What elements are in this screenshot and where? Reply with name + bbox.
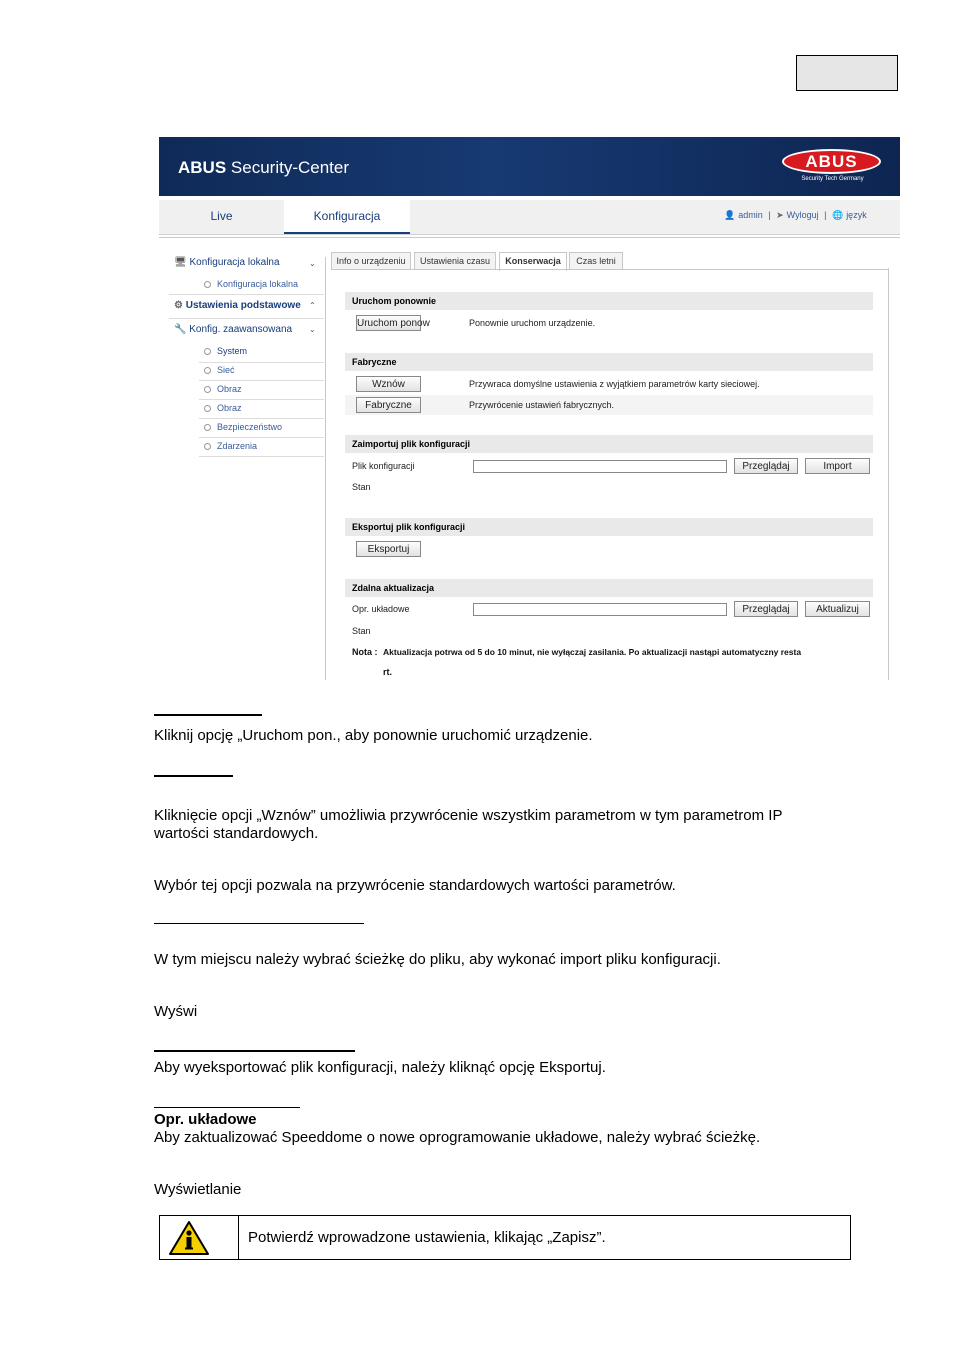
- sidebar-local-config[interactable]: 🖥 Konfiguracja lokalna: [174, 257, 280, 268]
- paragraph: Wybór tej opcji pozwala na przywrócenie standardowych wartości parametrów.: [154, 877, 676, 894]
- tab-maintenance[interactable]: Konserwacja: [499, 252, 567, 271]
- ui-screenshot: [159, 137, 900, 680]
- update-section-title: Zdalna aktualizacja: [345, 579, 873, 597]
- paragraph: Aby zaktualizować Speeddome o nowe oprogramowanie układowe, należy wybrać ścieżkę.: [154, 1129, 761, 1146]
- divider: [159, 237, 900, 238]
- heading-underline: [154, 775, 233, 777]
- monitor-icon: 🖥: [174, 257, 187, 268]
- export-section-title: Eksportuj plik konfiguracji: [345, 518, 873, 536]
- sidebar-local-config-sub[interactable]: Konfiguracja lokalna: [204, 279, 298, 289]
- config-file-label: Plik konfiguracji: [352, 461, 415, 471]
- tab-time-settings[interactable]: Ustawienia czasu: [414, 252, 496, 270]
- factory-default-button[interactable]: Fabryczne: [356, 397, 421, 413]
- firmware-label: Opr. układowe: [352, 604, 410, 614]
- update-button[interactable]: Aktualizuj: [805, 601, 870, 617]
- header-banner: [159, 137, 900, 196]
- divider: [199, 362, 324, 363]
- chevron-down-icon[interactable]: ⌄: [309, 259, 316, 268]
- nav-live-tab[interactable]: Live: [210, 209, 233, 223]
- gear-icon: ⚙: [174, 300, 183, 311]
- divider: [199, 456, 324, 457]
- wrench-icon: 🔧: [174, 324, 187, 335]
- sidebar-basic-settings[interactable]: ⚙ Ustawienia podstawowe: [174, 300, 301, 311]
- config-file-input[interactable]: [473, 460, 727, 473]
- factory-section-title: Fabryczne: [345, 353, 873, 371]
- export-button[interactable]: Eksportuj: [356, 541, 421, 557]
- import-status-label: Stan: [352, 482, 371, 492]
- paragraph: Aby wyeksportować plik konfiguracji, należy kliknąć opcję Eksportuj.: [154, 1059, 606, 1076]
- logout-link[interactable]: Wyloguj: [786, 210, 819, 220]
- paragraph: Wyświ: [154, 1003, 198, 1020]
- browse-button-2[interactable]: Przeglądaj: [734, 601, 798, 617]
- note-text-cont: rt.: [383, 667, 392, 677]
- tab-device-info[interactable]: Info o urządzeniu: [331, 252, 411, 270]
- sidebar-item-system[interactable]: System: [204, 346, 247, 356]
- logout-icon: ➤: [776, 210, 784, 220]
- divider: [888, 268, 889, 680]
- user-name[interactable]: admin: [738, 210, 763, 220]
- sidebar-item-image[interactable]: Obraz: [204, 384, 242, 394]
- tab-dst[interactable]: Czas letni: [569, 252, 623, 270]
- factory-default-desc: Przywrócenie ustawień fabrycznych.: [469, 400, 615, 410]
- paragraph: Kliknij opcję „Uruchom pon., aby ponownie uruchomić urządzenie.: [154, 727, 593, 744]
- globe-icon: 🌐: [831, 210, 844, 220]
- heading-underline: [154, 714, 262, 716]
- paragraph: Kliknięcie opcji „Wznów” umożliwia przywrócenie wszystkim parametrom w tym parametrom IP: [154, 807, 783, 824]
- sidebar-item-network[interactable]: Sieć: [204, 365, 235, 375]
- info-note: [159, 1215, 851, 1260]
- divider: [199, 380, 324, 381]
- heading-underline: [154, 1050, 355, 1052]
- heading-underline: [154, 1107, 300, 1108]
- heading-underline: [154, 923, 364, 924]
- sidebar-advanced-config[interactable]: 🔧 Konfig. zaawansowana: [174, 324, 293, 335]
- paragraph: wartości standardowych.: [154, 825, 319, 842]
- reboot-button[interactable]: Uruchom ponow: [356, 315, 421, 331]
- update-status-label: Stan: [352, 626, 371, 636]
- restore-desc: Przywraca domyślne ustawienia z wyjątkiem parametrów karty sieciowej.: [469, 379, 760, 389]
- note-label: Nota :: [352, 647, 378, 657]
- sidebar-item-security[interactable]: Bezpieczeństwo: [204, 422, 282, 432]
- paragraph: Wyświetlanie: [154, 1181, 242, 1198]
- chevron-down-icon[interactable]: ⌄: [309, 325, 316, 334]
- reboot-desc: Ponownie uruchom urządzenie.: [469, 318, 596, 328]
- subheading: Opr. układowe: [154, 1111, 257, 1128]
- restore-button[interactable]: Wznów: [356, 376, 421, 392]
- divider: [238, 1216, 239, 1259]
- divider: [325, 257, 326, 680]
- import-section-title: Zaimportuj plik konfiguracji: [345, 435, 873, 453]
- chevron-up-icon[interactable]: ⌃: [309, 301, 316, 310]
- note-text: Aktualizacja potrwa od 5 do 10 minut, nie wyłączaj zasilania. Po aktualizacji nastąpi automatyczny resta: [383, 647, 802, 657]
- sidebar-item-image-2[interactable]: Obraz: [204, 403, 242, 413]
- divider: [199, 399, 324, 400]
- divider: [169, 318, 324, 319]
- divider: [331, 269, 889, 270]
- divider: [199, 437, 324, 438]
- firmware-file-input[interactable]: [473, 603, 727, 616]
- divider: [199, 418, 324, 419]
- app-title: ABUS Security-Center: [178, 158, 350, 177]
- sidebar-item-events[interactable]: Zdarzenia: [204, 441, 257, 451]
- divider: [169, 294, 324, 295]
- browse-button[interactable]: Przeglądaj: [734, 458, 798, 474]
- main-nav: [159, 200, 900, 235]
- reboot-section-title: Uruchom ponownie: [345, 292, 873, 310]
- abus-logo: ABUS Security Tech Germany: [782, 149, 883, 186]
- user-icon: 👤: [724, 210, 736, 220]
- nav-config-tab[interactable]: Konfiguracja: [284, 200, 410, 234]
- page-number-box: [796, 55, 898, 91]
- paragraph: W tym miejscu należy wybrać ścieżkę do pliku, aby wykonać import pliku konfiguracji.: [154, 951, 721, 968]
- import-button[interactable]: Import: [805, 458, 870, 474]
- user-menu: 👤 admin | ➤ Wyloguj | 🌐 język: [724, 210, 867, 220]
- language-link[interactable]: język: [846, 210, 867, 220]
- warning-info-icon: [168, 1220, 210, 1256]
- note-text: Potwierdź wprowadzone ustawienia, klikając „Zapisz”.: [248, 1229, 606, 1246]
